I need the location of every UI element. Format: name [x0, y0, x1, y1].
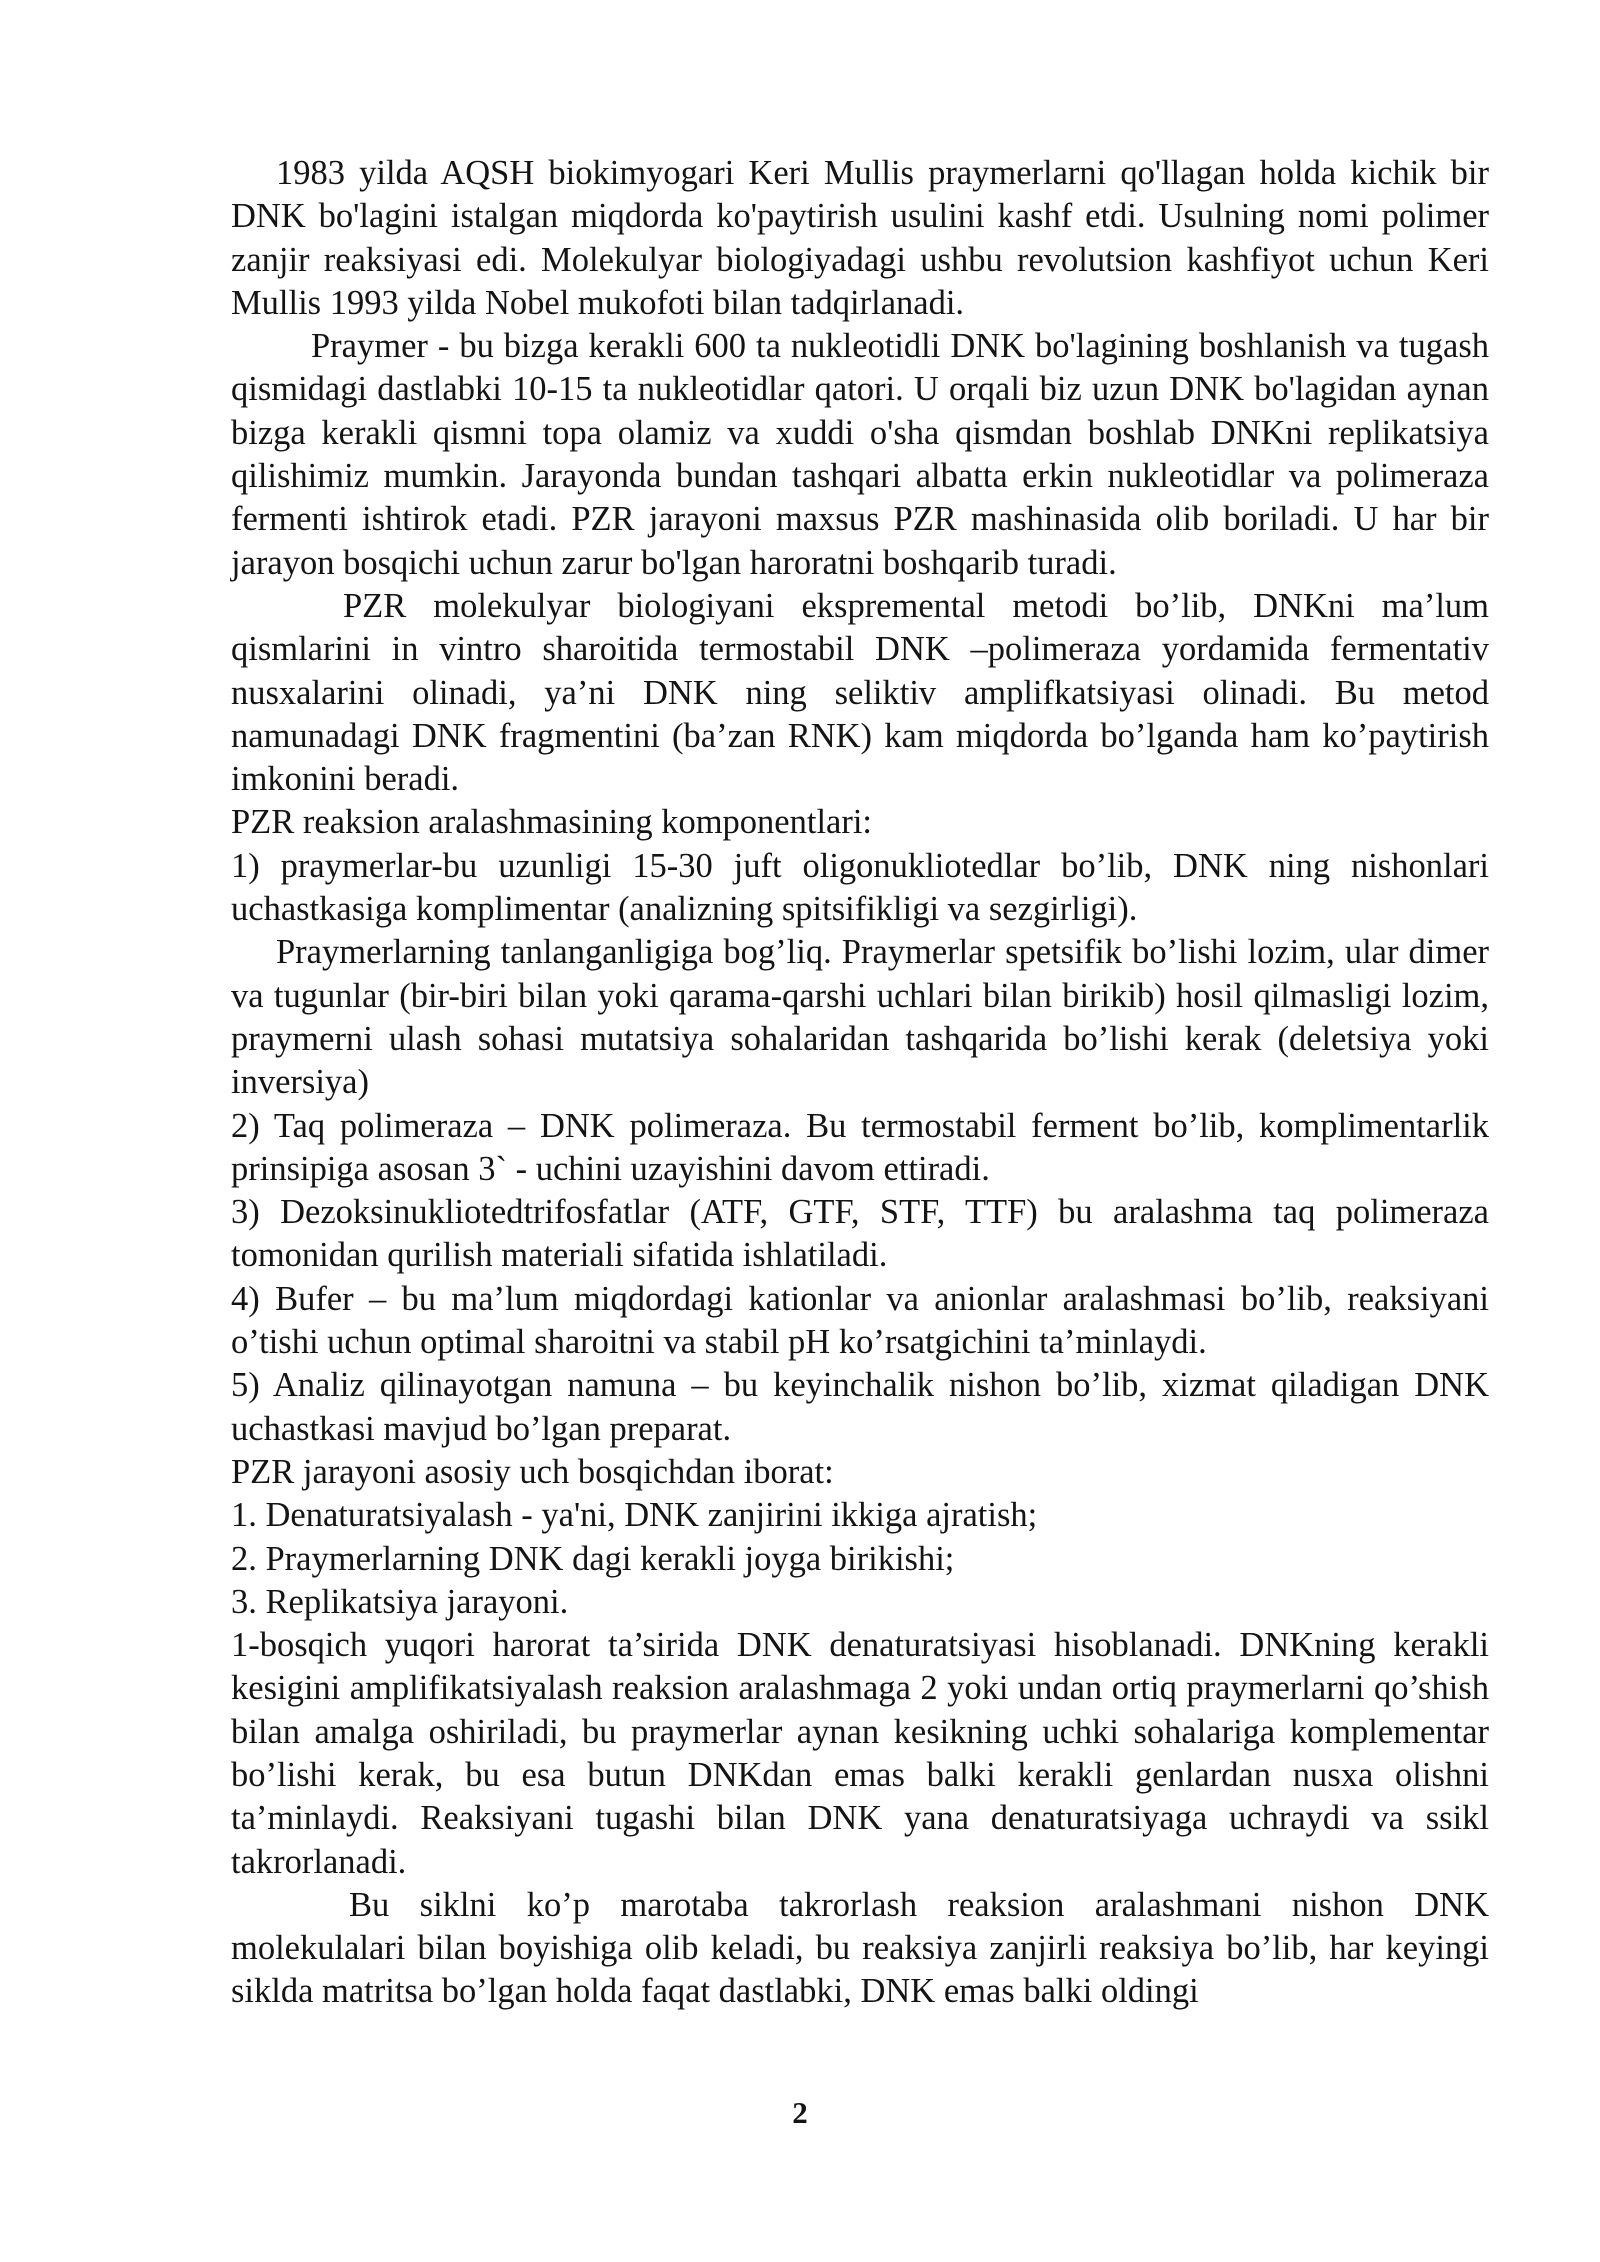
paragraph-primer-definition: Praymer - bu bizga kerakli 600 ta nukleotidli DNK bo'lagining boshlanish va tugash qismidagi dastlabki 10-15 ta nukleotidlar qatori. U orqali biz uzun DNK bo'lagidan aynan bizga kerakli qismni topa olamiz va xuddi o'sha qismdan boshlab DNKni replikatsiya qilishimiz mumkin. Jarayonda bundan tashqari albatta erkin nukleotidlar va polimeraza fermenti ishtirok etadi. PZR jarayoni maxsus PZR mashinasida olib boriladi. U har bir jarayon bosqichi uchun zarur bo'lgan haroratni boshqarib turadi. — [231, 327, 1489, 582]
list-item-stage-annealing: 2. Praymerlarning DNK dagi kerakli joyga birikishi; — [231, 1539, 955, 1578]
list-item-stage-replication: 3. Replikatsiya jarayoni. — [231, 1582, 569, 1621]
paragraph-mullis-history: 1983 yilda AQSH biokimyogari Keri Mullis praymerlarni qo'llagan holda kichik bir DNK bo'lagini istalgan miqdorda ko'paytirish usulini kashf etdi. Usulning nomi polimer zanjir reaksiyasi edi. Molekulyar biologiyadagi ushbu revolutsion kashfiyot uchun Keri Mullis 1993 yilda Nobel mukofoti bilan tadqirlanadi. — [231, 154, 1489, 322]
list-item-stage-denaturation: 1. Denaturatsiyalash - ya'ni, DNK zanjirini ikkiga ajratish; — [231, 1496, 1038, 1535]
list-item-dntp: 3) Dezoksinukliotedtrifosfatlar (ATF, GTF, STF, TTF) bu aralashma taq polimeraza tomonidan qurilish materiali sifatida ishlatiladi. — [231, 1193, 1489, 1275]
paragraph-components-heading: PZR reaksion aralashmasining komponentlari: — [231, 803, 872, 842]
paragraph-stage-one-detail: 1-bosqich yuqori harorat ta’sirida DNK denaturatsiyasi hisoblanadi. DNKning kerakli kesigini amplifikatsiyalash reaksion aralashmaga 2 yoki undan ortiq praymerlarni qo’shish bilan amalga oshiriladi, bu praymerlar aynan kesikning uchki sohalariga komplementar bo’lishi kerak, bu esa butun DNKdan emas balki kerakli genlardan nusxa olishni ta’minlaydi. Reaksiyani tugashi bilan DNK yana denaturatsiyaga uchraydi va ssikl takrorlanadi. — [231, 1626, 1489, 1881]
list-item-sample: 5) Analiz qilinayotgan namuna – bu keyinchalik nishon bo’lib, xizmat qiladigan DNK uchastkasi mavjud bo’lgan preparat. — [231, 1366, 1489, 1448]
page-number: 2 — [792, 2095, 808, 2130]
list-item-taq-polymerase: 2) Taq polimeraza – DNK polimeraza. Bu termostabil ferment bo’lib, komplimentarlik prinsipiga asosan 3` - uchini uzayishini davom ettiradi. — [231, 1106, 1489, 1188]
paragraph-primer-selection: Praymerlarning tanlanganligiga bog’liq. Praymerlar spetsifik bo’lishi lozim, ular dimer va tugunlar (bir-biri bilan yoki qarama-qarshi uchlari bilan birikib) hosil qilmasligi lozim, praymerni ulash sohasi mutatsiya sohalaridan tashqarida bo’lishi kerak (deletsiya yoki inversiya) — [231, 933, 1489, 1102]
paragraph-pcr-method: PZR molekulyar biologiyani ekspremental metodi bo’lib, DNKni ma’lum qismlarini in vintro sharoitida termostabil DNK –polimeraza yordamida fermentativ nusxalarini olinadi, ya’ni DNK ning seliktiv amplifkatsiyasi olinadi. Bu metod namunadagi DNK fragmentini (ba’zan RNK) kam miqdorda bo’lganda ham ko’paytirish imkonini beradi. — [231, 586, 1489, 799]
list-item-primers: 1) praymerlar-bu uzunligi 15-30 juft oligonukliotedlar bo’lib, DNK ning nishonlari uchastkasiga komplimentar (analizning spitsifikligi va sezgirligi). — [231, 846, 1489, 929]
paragraph-stages-heading: PZR jarayoni asosiy uch bosqichdan iborat: — [231, 1452, 834, 1491]
paragraph-cycle-repeat: Bu siklni ko’p marotaba takrorlash reaksion aralashmani nishon DNK molekulalari bilan boyishiga olib keladi, bu reaksiya zanjirli reaksiya bo’lib, har keyingi siklda matritsa bo’lgan holda faqat dastlabki, DNK emas balki oldingi — [231, 1885, 1489, 2011]
list-item-buffer: 4) Bufer – bu ma’lum miqdordagi kationlar va anionlar aralashmasi bo’lib, reaksiyani o’tishi uchun optimal sharoitni va stabil pH ko’rsatgichini ta’minlaydi. — [231, 1279, 1489, 1362]
document-body — [231, 152, 1489, 2014]
